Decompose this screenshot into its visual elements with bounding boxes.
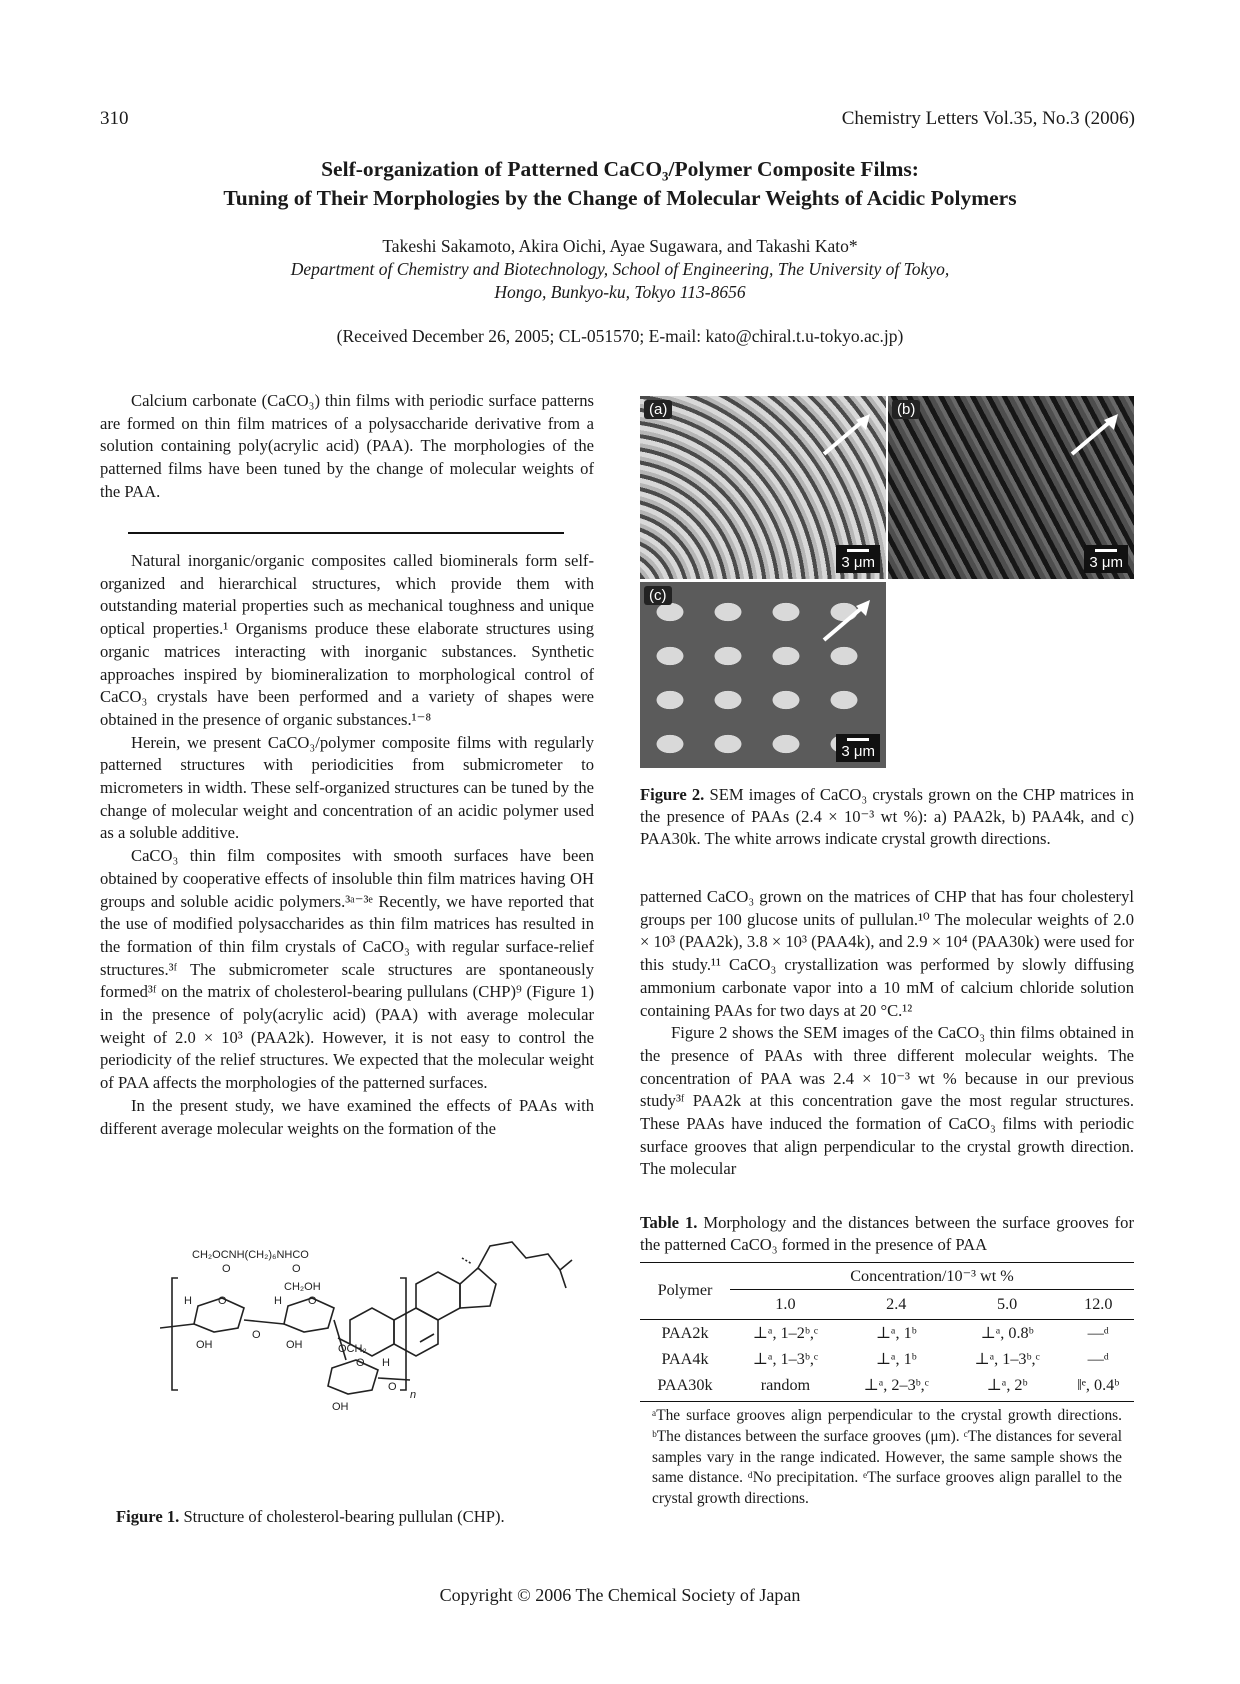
paragraph-herein: Herein, we present CaCO₃/polymer composite films with regularly patterned structures with periodicities from submicrometer to micrometers in width. These self-organized structures can be tuned by the change of molecular weight and concentration of an acidic polymer used as a soluble additive. [100, 732, 594, 843]
table-row [640, 1371, 1134, 1399]
table-1-label: Table 1. [640, 1213, 698, 1232]
table-1-caption [640, 1212, 1134, 1256]
left-column-body [100, 550, 594, 1140]
right-column-body [640, 886, 1134, 1181]
abstract-text: Calcium carbonate (CaCO₃) thin films with periodic surface patterns are formed on thin film matrices of a polysaccharide derivative from a solution containing poly(acrylic acid) (PAA). The morphologies of the patterned films have been tuned by the change of molecular weights of the PAA. [100, 391, 594, 501]
glycosidic-o-1: O [252, 1329, 261, 1341]
sem-image-c [640, 582, 886, 768]
chp-structure-drawing [160, 1228, 580, 1488]
copyright-footer: Copyright © 2006 The Chemical Society of Japan [439, 1585, 801, 1605]
steroid-ring-c [416, 1272, 460, 1320]
table-cell: ⊥ᵃ, 2ᵇ [986, 1376, 1028, 1394]
oh-label-2: OH [286, 1339, 303, 1351]
article-title-line-1: Self-organization of Patterned CaCO₃/Polymer Composite Films: [321, 157, 919, 181]
table-cell: random [760, 1375, 811, 1394]
table-row [640, 1319, 1134, 1347]
growth-direction-arrow-icon [816, 596, 876, 646]
table-cell-polymer: PAA30k [657, 1375, 713, 1394]
figure-1-caption-text: Structure of cholesterol-bearing pullulan (CHP). [183, 1507, 505, 1526]
pullulan-ring-3 [328, 1360, 378, 1394]
table-column-header: 1.0 [775, 1294, 796, 1313]
steroid-ring-d [460, 1268, 496, 1308]
table-stub-header: Polymer [657, 1281, 713, 1300]
journal-reference: Chemistry Letters Vol.35, No.3 (2006) [841, 108, 1135, 129]
sem-image-b [888, 396, 1134, 579]
abstract [100, 390, 594, 504]
table-cell: ⊥ᵃ, 1–2ᵇ,ᶜ [752, 1324, 819, 1343]
page-number: 310 [100, 108, 129, 129]
affiliation-line-1: Department of Chemistry and Biotechnology, School of Engineering, The University of Tokyo, [290, 259, 950, 279]
glycosidic-o-2: O [388, 1381, 397, 1393]
och2-label: OCH₂ [338, 1343, 367, 1355]
h-label-3: H [382, 1357, 390, 1369]
growth-direction-arrow-icon [816, 410, 876, 460]
table-cell: ⊥ᵃ, 2–3ᵇ,ᶜ [863, 1376, 929, 1394]
paragraph-figure-2: Figure 2 shows the SEM images of the CaCO₃ thin films obtained in the presence of PAAs with three different molecular weights. The concentration of PAA was 2.4 × 10⁻³ wt % because in our previous study³ᶠ PAA2k at this concentration gave the most regular structures. These PAAs have induced the formation of CaCO₃ films with periodic surface grooves that align perpendicular to the crystal growth direction. The molecular [640, 1023, 1134, 1179]
h-label-1: H [184, 1295, 192, 1307]
table-cell: ⊥ᵃ, 0.8ᵇ [980, 1324, 1034, 1343]
table-1-footnotes: ᵃThe surface grooves align perpendicular to the crystal growth directions. ᵇThe distances between the surface grooves (μm). ᶜThe distances for several samples vary in the range indicated. However, the same sample shows the same distance. ᵈNo precipitation. ᵉThe surface grooves align parallel to the crystal growth directions. [652, 1407, 1122, 1508]
table-cell: —ᵈ [1087, 1323, 1109, 1342]
table-cell: ⊥ᵃ, 1–3ᵇ,ᶜ [752, 1350, 819, 1368]
sem-image-a [640, 396, 886, 579]
ring-o-2: O [308, 1295, 317, 1307]
figure-2-caption [640, 784, 1134, 850]
table-column-header: 12.0 [1084, 1294, 1113, 1313]
growth-direction-arrow-icon [1064, 410, 1124, 460]
table-cell-polymer: PAA2k [661, 1323, 709, 1342]
affiliation-line-2: Hongo, Bunkyo-ku, Tokyo 113-8656 [494, 282, 746, 302]
article-title-line-2: Tuning of Their Morphologies by the Change of Molecular Weights of Acidic Polymers [223, 186, 1017, 210]
panel-label-c: (c) [644, 586, 672, 605]
figure-1-structure [160, 1228, 580, 1488]
carbonyl-o-2: O [292, 1263, 301, 1275]
author-list: Takeshi Sakamoto, Akira Oichi, Ayae Sugawara, and Takashi Kato* [382, 236, 858, 256]
scale-bar-a: 3 μm [836, 545, 880, 573]
panel-label-a: (a) [644, 400, 672, 419]
paragraph-present-study: In the present study, we have examined the effects of PAAs with different average molecular weights on the formation of the [100, 1095, 594, 1138]
table-cell: ⊥ᵃ, 1ᵇ [875, 1324, 917, 1343]
received-line: (Received December 26, 2005; CL-051570; E-mail: kato@chiral.t.u-tokyo.ac.jp) [336, 326, 904, 346]
scale-bar-c: 3 μm [836, 734, 880, 762]
repeat-n-label: n [410, 1389, 417, 1401]
table-cell: —ᵈ [1087, 1349, 1109, 1368]
sidechain-label: CH₂OCNH(CH₂)₆NHCO [192, 1249, 309, 1261]
oh-label-3: OH [332, 1401, 349, 1413]
table-column-header: 5.0 [996, 1294, 1018, 1313]
ch2oh-label: CH₂OH [284, 1281, 321, 1293]
paragraph-intro: Natural inorganic/organic composites called biominerals form self-organized and hierarchical structures, which provide them with outstanding material properties such as mechanical toughness and unique optical properties.¹ Organisms produce these elaborate structures using organic matrices interacting with inorganic substances. Synthetic approaches inspired by biomineralization to morphological control of CaCO₃ crystals have been performed and a variety of shapes were obtained in the presence of organic substances.¹⁻⁸ [100, 551, 594, 729]
paragraph-thin-films: CaCO₃ thin film composites with smooth surfaces have been obtained by cooperative effects of insoluble thin film matrices having OH groups and soluble acidic polymers.³ᵃ⁻³ᵉ Recently, we have reported that the use of modified polysaccharides as thin film matrices has resulted in the formation of thin film crystals of CaCO₃ with regular surface-relief structures.³ᶠ The submicrometer scale structures are spontaneously formed³ᶠ on the matrix of cholesterol-bearing pullulans (CHP)⁹ (Figure 1) in the presence of poly(acrylic acid) (PAA) with average molecular weight of 2.0 × 10³ (PAA2k). However, it is not easy to control the periodicity of the relief structures. We expected that the molecular weight of PAA affects the morphologies of the patterned surfaces. [100, 846, 594, 1093]
oh-label-1: OH [196, 1339, 213, 1351]
paragraph-continued: patterned CaCO₃ grown on the matrices of CHP that has four cholesteryl groups per 100 glucose units of pullulan.¹⁰ The molecular weights of 2.0 × 10³ (PAA2k), 3.8 × 10³ (PAA4k), and 2.9 × 10⁴ (PAA30k) were used for this study.¹¹ CaCO₃ crystallization was performed by slowly diffusing ammonium carbonate vapor into a 10 mM of calcium chloride solution containing PAAs for two days at 20 °C.¹² [640, 887, 1134, 1020]
figure-1-label: Figure 1. [116, 1507, 180, 1526]
h-label-2: H [274, 1295, 282, 1307]
panel-label-b: (b) [892, 400, 920, 419]
table-1 [640, 1262, 1134, 1510]
table-cell: ⊥ᵃ, 1–3ᵇ,ᶜ [974, 1350, 1040, 1368]
steroid-ring-b [394, 1308, 438, 1356]
table-cell: ‖ᵉ, 0.4ᵇ [1077, 1375, 1120, 1394]
table-1-grid [640, 1263, 1134, 1399]
carbonyl-o-1: O [222, 1263, 231, 1275]
ring-o-1: O [218, 1295, 227, 1307]
table-column-header: 2.4 [886, 1294, 907, 1313]
abstract-divider [128, 532, 564, 534]
figure-1-caption [116, 1506, 596, 1528]
table-cell: ⊥ᵃ, 1ᵇ [875, 1350, 917, 1368]
figure-2-caption-text: SEM images of CaCO₃ crystals grown on the CHP matrices in the presence of PAAs (2.4 × 10⁻³ wt %): a) PAA2k, b) PAA4k, and c) PAA30k. The white arrows indicate crystal growth directions. [640, 785, 1135, 848]
table-span-header: Concentration/10⁻³ wt % [730, 1263, 1134, 1289]
table-1-caption-text: Morphology and the distances between the surface grooves for the patterned CaCO₃ formed in the presence of PAA [640, 1213, 1134, 1254]
figure-2-label: Figure 2. [640, 785, 705, 804]
ring-o-3: O [356, 1357, 365, 1369]
table-row [640, 1347, 1134, 1371]
table-cell-polymer: PAA4k [661, 1349, 709, 1368]
scale-bar-b: 3 μm [1084, 545, 1128, 573]
